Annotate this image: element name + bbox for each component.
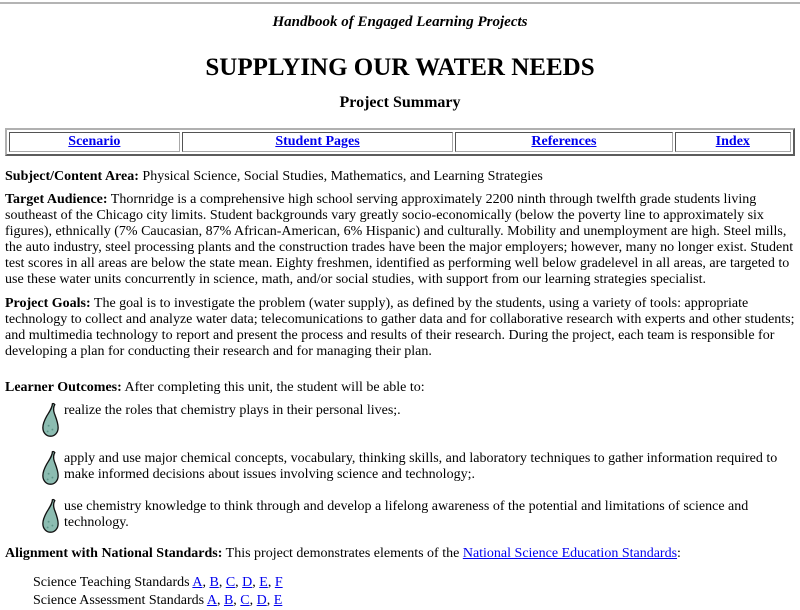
outcome-text: apply and use major chemical concepts, vocabulary, thinking skills, and laboratory techniques to gather information required to make informed decisions about issues involving science and technology;. [64, 451, 778, 482]
target-audience-label: Target Audience: [5, 192, 108, 207]
page [0, 14, 800, 610]
subject-text: Physical Science, Social Studies, Mathematics, and Learning Strategies [142, 169, 543, 184]
learner-outcomes-list [5, 402, 795, 534]
water-drop-icon [40, 498, 61, 534]
standard-letter-link[interactable]: C [225, 575, 236, 590]
site-header: Handbook of Engaged Learning Projects [272, 14, 528, 30]
standards-prefix: Science Teaching Standards [33, 575, 190, 590]
learner-outcomes-label: Learner Outcomes: [5, 380, 122, 395]
nav-link-references[interactable]: References [531, 134, 597, 149]
standard-letter-link[interactable]: B [223, 593, 234, 608]
target-audience-paragraph [5, 192, 795, 288]
standards-block [33, 574, 795, 610]
standard-letter-link[interactable]: A [192, 575, 203, 590]
standard-letter-link[interactable]: F [274, 575, 283, 590]
standard-letter-link[interactable]: E [273, 593, 283, 608]
nav-link-student-pages[interactable]: Student Pages [275, 134, 360, 149]
top-rule [0, 2, 800, 4]
nav-link-index[interactable]: Index [715, 134, 750, 149]
nav-table [5, 128, 795, 156]
learner-outcomes-line [5, 380, 795, 396]
national-standards-link[interactable]: National Science Education Standards [462, 546, 678, 561]
standard-letter-link[interactable]: B [209, 575, 219, 590]
page-subtitle: Project Summary [339, 94, 461, 111]
alignment-line [5, 546, 795, 562]
alignment-label: Alignment with National Standards: [5, 546, 223, 561]
subject-label: Subject/Content Area: [5, 169, 139, 184]
standard-letter-link[interactable]: A [206, 593, 217, 608]
outcome-text: realize the roles that chemistry plays in their personal lives;. [64, 403, 401, 418]
project-goals-label: Project Goals: [5, 296, 91, 311]
outcome-item [40, 402, 795, 438]
outcome-item [40, 450, 795, 486]
outcome-item [40, 498, 795, 534]
subject-content-line [5, 169, 795, 185]
water-drop-icon [40, 402, 61, 438]
outcome-text: use chemistry knowledge to think through and develop a lifelong awareness of the potential and limitations of science and technology. [64, 499, 749, 530]
standard-letter-link[interactable]: C [240, 593, 250, 608]
target-audience-text: Thornridge is a comprehensive high school serving approximately 2200 ninth through twelfth grade students living southeast of the Chicago city limits. Student backgrounds vary greatly socio-economically (below the poverty line to approximately six figures), ethnically (7% Caucasian, 87% African-American, 6% Hispanic) and culturally. Mobility and unemployment are high. Steel mills, the auto industry, steel processing plants and the construction trades have been the major employers; however, many no longer exist. Student test scores in all areas are below the state mean. Eighty freshmen, identified as performing well below gradelevel in all areas, are targeted to use these water units concurrently in science, math, and/or social studies, with support from our learning strategies specialist. [5, 192, 794, 287]
nav-cell-references [455, 132, 672, 152]
learner-outcomes-intro: After completing this unit, the student will be able to: [124, 380, 425, 395]
project-goals-text: The goal is to investigate the problem (water supply), as defined by the students, using a variety of tools: appropriate technology to collect and analyze water data; telecomunications to gather data and for collaborative research with experts and other students; and multimedia technology to report and present the process and results of their research. During the project, each team is responsible for developing a plan for conducting their research and for managing their plan. [5, 296, 795, 359]
standard-letter-link[interactable]: D [256, 593, 267, 608]
nav-cell-index [675, 132, 791, 152]
standards-letter-links: A, B, C, D, E [206, 593, 283, 608]
page-title: SUPPLYING OUR WATER NEEDS [205, 54, 595, 81]
project-goals-paragraph [5, 296, 795, 360]
nav-cell-student-pages [182, 132, 454, 152]
standards-line-teaching [33, 574, 795, 592]
standard-letter-link[interactable]: D [242, 575, 253, 590]
alignment-text: This project demonstrates elements of the [225, 546, 460, 561]
alignment-colon: : [677, 546, 681, 561]
water-drop-icon [40, 450, 61, 486]
standards-line-assessment [33, 592, 795, 610]
standard-letter-link[interactable]: E [259, 575, 268, 590]
standards-letter-links: A, B, C, D, E, F [192, 575, 283, 590]
nav-link-scenario[interactable]: Scenario [68, 134, 121, 149]
nav-cell-scenario [9, 132, 180, 152]
standards-prefix: Science Assessment Standards [33, 593, 205, 608]
